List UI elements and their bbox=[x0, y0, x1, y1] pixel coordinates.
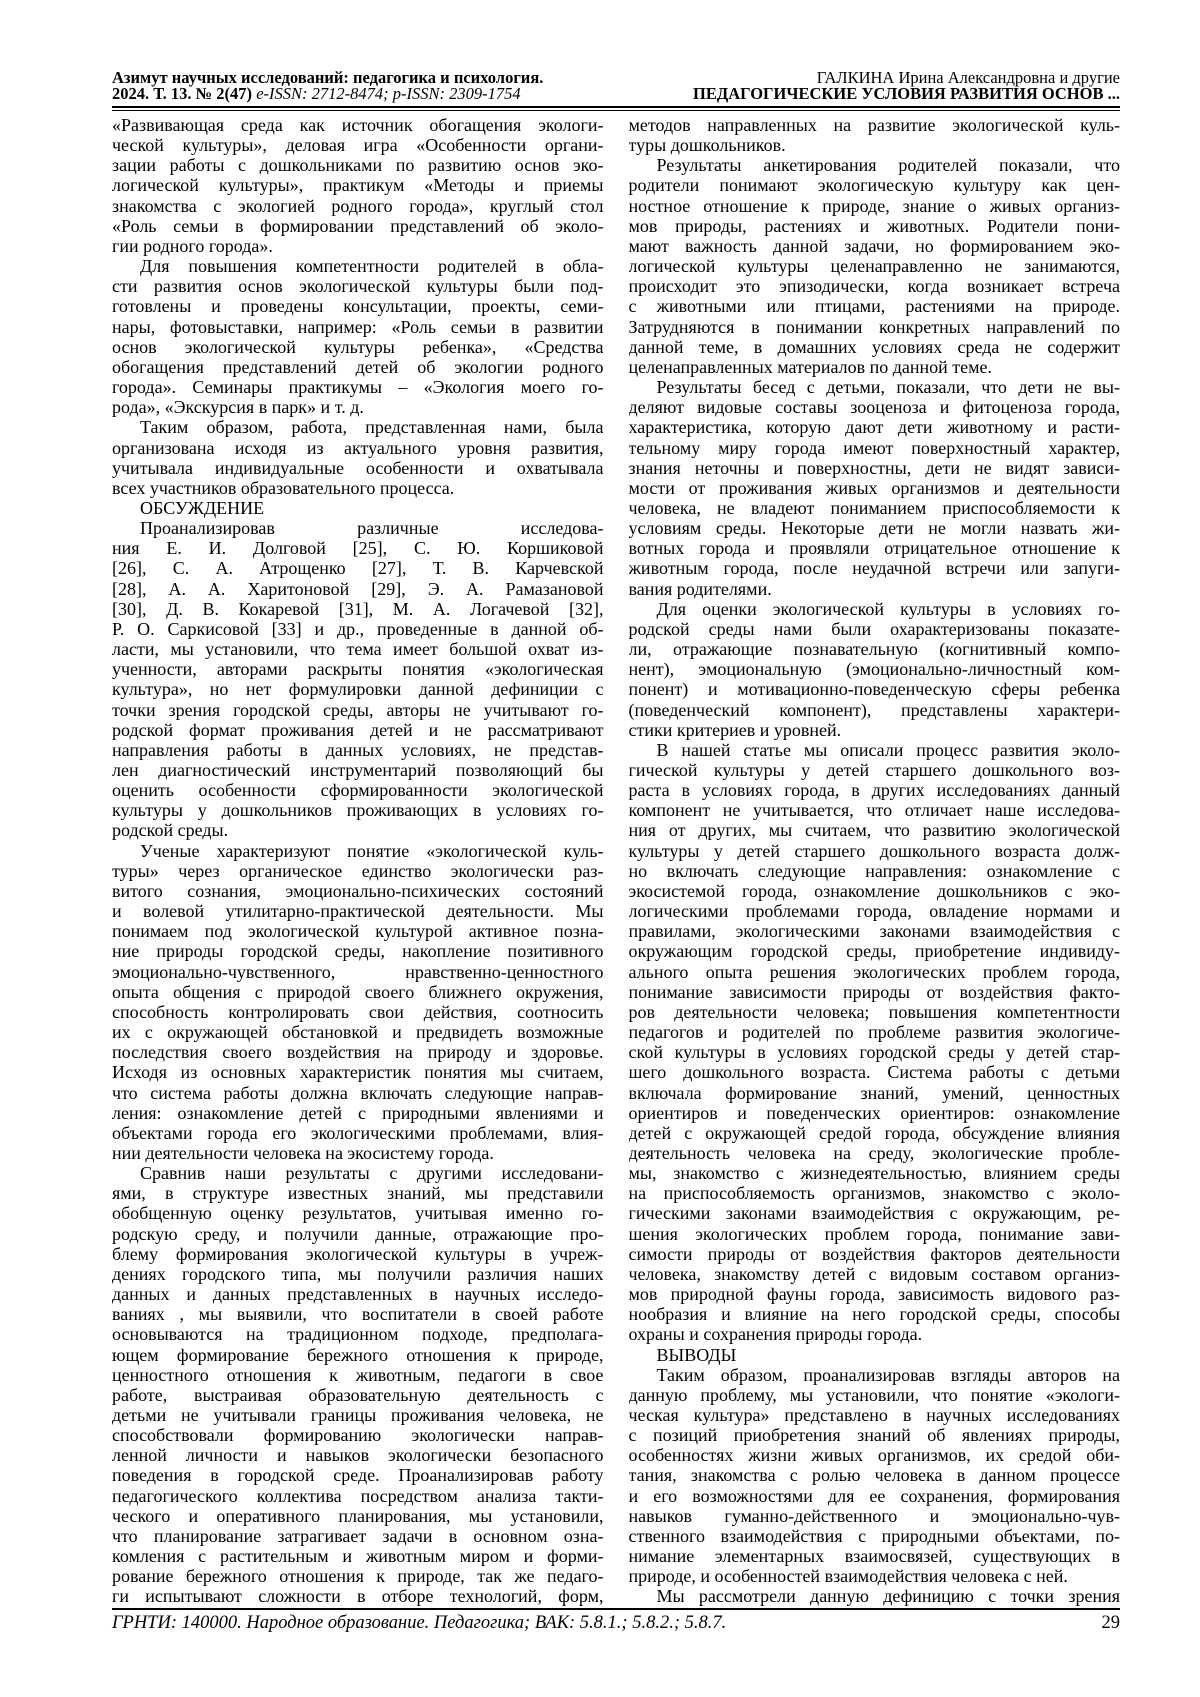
text-line: ориентиров и поведенческих ориентиров: ознакомление bbox=[628, 1102, 1120, 1123]
text-line: условиям среды. Некоторые дети не могли назвать жи- bbox=[628, 518, 1120, 539]
text-line: мают важность данной задачи, но формированием эко- bbox=[628, 235, 1120, 256]
text-line: лен диагностический инструментарий позволяющий бы bbox=[112, 760, 604, 780]
paragraph bbox=[112, 115, 604, 256]
text-line: гическими законами взаимодействия с окружающим, ре- bbox=[628, 1203, 1120, 1224]
text-line: шения экологических проблем города, понимание зави- bbox=[628, 1223, 1120, 1244]
text-line: происходит это эпизодически, когда возникает встреча bbox=[628, 276, 1120, 297]
article-title: ПЕДАГОГИЧЕСКИЕ УСЛОВИЯ РАЗВИТИЯ ОСНОВ ... bbox=[693, 84, 1120, 103]
text-line: природе, и особенностей взаимодействия человека с ней. bbox=[628, 1566, 1068, 1587]
text-line: нимание элементарных взаимосвязей, существующих в bbox=[628, 1546, 1120, 1567]
text-line: раста в условиях города, в других исследованиях данный bbox=[628, 780, 1120, 801]
text-line: Для оценки экологической культуры в условиях го- bbox=[656, 598, 1120, 619]
text-line: туры» через органическое единство экологически раз- bbox=[112, 860, 604, 881]
text-line: ческая культура» представлено в научных исследованиях bbox=[628, 1405, 1120, 1425]
article-authors: ГАЛКИНА Ирина Александровна и другие bbox=[816, 68, 1120, 87]
text-line: комления с растительным и животным миром и форми- bbox=[112, 1546, 604, 1567]
text-line: эмоционально-чувственного, нравственно-ценностного bbox=[112, 961, 604, 982]
text-line: компонент не учитывается, что отличает наше исследова- bbox=[628, 800, 1120, 821]
text-line: ОБСУЖДЕНИЕ bbox=[140, 497, 265, 518]
text-line: мов природы, растениях и животных. Родители пони- bbox=[628, 215, 1120, 236]
page-header bbox=[112, 70, 1120, 102]
text-line: правилами, экологическими законами взаимодействия с bbox=[628, 921, 1120, 942]
text-line: мости от проживания живых организмов и деятельности bbox=[628, 477, 1120, 498]
text-line: окружающим городской среды, приобретение индивиду- bbox=[628, 941, 1120, 962]
text-line: рование бережного отношения к природе, так же педаго- bbox=[112, 1566, 604, 1587]
paragraph bbox=[629, 599, 1121, 740]
text-line: понент) и мотивационно-поведенческую сферы ребенка bbox=[628, 679, 1120, 700]
text-line: особенностях жизни живых организмов, их средой оби- bbox=[628, 1445, 1120, 1466]
text-line: организована исходя из актуального уровня развития, bbox=[112, 437, 604, 458]
text-line: Результаты бесед с детьми, показали, что дети не вы- bbox=[656, 377, 1120, 398]
text-line: логическими проблемами города, овладение нормами и bbox=[628, 901, 1120, 922]
text-line: родскую среду, и получили данные, отражающие про- bbox=[112, 1223, 604, 1244]
text-line: родской формат проживания детей и не рассматривают bbox=[112, 719, 604, 740]
text-line: тельному миру города имеют поверхностный характер, bbox=[628, 437, 1120, 458]
text-line: [30], Д. В. Кокаревой [31], М. А. Логачевой [32], bbox=[112, 598, 604, 619]
text-line: ющем формирование бережного отношения к природе, bbox=[112, 1344, 604, 1365]
text-line: Результаты анкетирования родителей показали, что bbox=[656, 155, 1120, 176]
text-line: с животными или птицами, растениями на природе. bbox=[628, 296, 1120, 317]
text-line: готовлены и проведены консультации, проекты, семи- bbox=[112, 296, 604, 317]
text-line: опыта общения с природой своего ближнего окружения, bbox=[112, 981, 604, 1002]
text-line: Р. О. Саркисовой [33] и др., проведенные в данной об- bbox=[112, 618, 604, 639]
text-line: симости природы от воздействия факторов деятельности bbox=[628, 1243, 1120, 1264]
text-line: мов природной фауны города, зависимость видового раз- bbox=[628, 1284, 1120, 1305]
header-rule bbox=[112, 106, 1120, 111]
text-line: ли, отражающие познавательную (когнитивный компо- bbox=[628, 639, 1120, 660]
text-line: В нашей статье мы описали процесс развития эколо- bbox=[656, 739, 1120, 760]
text-line: данных и данных представленных в научных исследо- bbox=[112, 1284, 604, 1305]
text-line: точки зрения городской среды, авторы не учитывают го- bbox=[112, 699, 604, 720]
paragraph bbox=[629, 1586, 1121, 1606]
text-line: и волевой утилитарно-практической деятельности. Мы bbox=[112, 901, 604, 922]
header-left bbox=[112, 70, 543, 102]
column-right bbox=[629, 115, 1121, 1607]
text-line: тания, знакомства с ролью человека в данном процессе bbox=[628, 1465, 1120, 1486]
text-line: мы, знакомство с жизнедеятельностью, влиянием среды bbox=[628, 1163, 1120, 1184]
paragraph bbox=[629, 115, 1121, 155]
text-line: Мы рассмотрели данную дефиницию с точки зрения bbox=[656, 1586, 1120, 1607]
text-line: направления работы в данных условиях, не представ- bbox=[112, 739, 604, 760]
text-line: характеристика, которую дают дети животному и расти- bbox=[628, 417, 1120, 438]
text-line: поведения в городской среде. Проанализировав работу bbox=[112, 1465, 604, 1486]
text-line: (поведенческий компонент), представлены характери- bbox=[628, 699, 1120, 720]
text-line: ласти, мы установили, что тема имеет большой охват из- bbox=[112, 639, 604, 660]
section-heading bbox=[629, 1345, 1121, 1365]
text-line: «Развивающая среда как источник обогащения экологи- bbox=[112, 115, 604, 135]
header-right bbox=[693, 70, 1120, 102]
text-line: понимаем под экологической культурой активное позна- bbox=[112, 921, 604, 942]
journal-issue-info bbox=[112, 86, 543, 102]
text-line: зации работы с дошкольниками по развитию основ эко- bbox=[112, 155, 604, 176]
text-line: основываются на традиционном подходе, предполага- bbox=[112, 1324, 604, 1345]
text-line: знания неточны и поверхностны, дети не видят зависи- bbox=[628, 457, 1120, 478]
text-line: Таким образом, работа, представленная нами, была bbox=[140, 417, 604, 438]
paragraph bbox=[629, 1365, 1121, 1587]
text-line: охраны и сохранения природы города. bbox=[628, 1324, 923, 1345]
text-line: с позиций приобретения знаний об явлениях природы, bbox=[628, 1425, 1120, 1446]
text-line: ления: ознакомление детей с природными явлениями и bbox=[112, 1102, 604, 1123]
text-line: Таким образом, проанализировав взгляды авторов на bbox=[656, 1364, 1120, 1385]
text-line: и его возможностями для ее сохранения, формирования bbox=[628, 1485, 1120, 1506]
text-line: рода», «Экскурсия в парк» и т. д. bbox=[112, 397, 364, 418]
text-line: данную проблему, мы установили, что понятие «экологи- bbox=[628, 1384, 1120, 1405]
text-line: оценить особенности сформированности экологической bbox=[112, 780, 604, 801]
journal-title: Азимут научных исследований: педагогика и психология. bbox=[112, 68, 544, 87]
text-line: Затрудняются в понимании конкретных направлений по bbox=[628, 316, 1120, 337]
text-line: туры дошкольников. bbox=[628, 135, 786, 156]
text-line: ги испытывают сложности в отборе технологий, форм, bbox=[112, 1586, 604, 1607]
text-line: Ученые характеризуют понятие «экологической куль- bbox=[140, 840, 604, 861]
text-line: ческой культуры», деловая игра «Особенности органи- bbox=[112, 135, 604, 156]
text-line: ностное отношение к природе, знание о живых организ- bbox=[628, 195, 1120, 216]
text-line: детей с окружающей средой города, обсуждение влияния bbox=[628, 1122, 1120, 1143]
text-line: понимание зависимости природы от воздействия факто- bbox=[628, 981, 1120, 1002]
text-line: способствовали формированию экологически направ- bbox=[112, 1425, 604, 1446]
text-line: дениях городского типа, мы получили различия наших bbox=[112, 1263, 604, 1284]
text-line: целенаправленных материалов по данной теме. bbox=[628, 356, 993, 377]
text-line: педагогов и родителей по проблеме развития экологиче- bbox=[628, 1022, 1120, 1043]
text-line: ческого и оперативного планирования, мы установили, bbox=[112, 1505, 604, 1526]
paragraph bbox=[629, 377, 1121, 599]
text-line: способность контролировать свои действия, соотносить bbox=[112, 1001, 604, 1022]
text-line: нообразия и влияние на него городской среды, способы bbox=[628, 1304, 1120, 1325]
text-line: учитывала индивидуальные особенности и охватывала bbox=[112, 457, 604, 478]
text-line: но включать следующие направления: ознакомление с bbox=[628, 860, 1120, 881]
text-line: города». Семинары практикумы – «Экология моего го- bbox=[112, 377, 604, 398]
text-line: Сравнив наши результаты с другими исследовани- bbox=[140, 1163, 604, 1184]
text-line: методов направленных на развитие экологической куль- bbox=[628, 115, 1120, 135]
article-body bbox=[112, 115, 1120, 1607]
text-line: логической культуры», практикум «Методы и приемы bbox=[112, 175, 604, 196]
section-heading bbox=[112, 498, 604, 518]
text-line: работе, выстраивая образовательную деятельность с bbox=[112, 1384, 604, 1405]
text-line: на приспособляемость организмов, знакомство с эколо- bbox=[628, 1183, 1120, 1204]
page-footer bbox=[112, 1612, 1120, 1634]
text-line: объектами города его экологическими проблемами, влия- bbox=[112, 1122, 604, 1143]
text-line: Проанализировав различные исследова- bbox=[140, 518, 604, 539]
text-line: родской среды. bbox=[112, 820, 229, 841]
paragraph bbox=[112, 1163, 604, 1606]
paragraph bbox=[112, 256, 604, 417]
text-line: ваниях , мы выявили, что воспитатели в своей работе bbox=[112, 1304, 604, 1325]
text-line: родители понимают экологическую культуру как цен- bbox=[628, 175, 1120, 196]
text-line: деятельность человека на среду, экологические пробле- bbox=[628, 1142, 1120, 1163]
text-line: ВЫВОДЫ bbox=[656, 1344, 737, 1365]
column-left bbox=[112, 115, 604, 1607]
text-line: культуры у дошкольников проживающих в условиях го- bbox=[112, 800, 604, 821]
footer-rule bbox=[112, 1608, 1120, 1610]
text-line: ственного взаимодействия с природными объектами, по- bbox=[628, 1525, 1120, 1546]
text-line: культура», но нет формулировки данной дефиниции с bbox=[112, 679, 604, 700]
text-line: «Роль семьи в формировании представлений об эколо- bbox=[112, 215, 604, 236]
issue-volume: 2024. Т. 13. № 2(47) bbox=[112, 84, 253, 103]
text-line: что система работы должна включать следующие направ- bbox=[112, 1082, 604, 1103]
text-line: ния Е. И. Долговой [25], С. Ю. Коршиковой bbox=[112, 538, 604, 559]
text-line: детьми не учитывали границы проживания человека, не bbox=[112, 1405, 604, 1425]
text-line: гии родного города». bbox=[112, 235, 273, 256]
text-line: нары, фотовыставки, например: «Роль семьи в развитии bbox=[112, 316, 604, 337]
text-line: блему формирования экологической культуры в учреж- bbox=[112, 1243, 604, 1264]
text-line: гической культуры у детей старшего дошкольного воз- bbox=[628, 760, 1120, 780]
text-line: [26], С. А. Атрощенко [27], Т. В. Карчевской bbox=[112, 558, 604, 579]
text-line: экосистемой города, ознакомление дошкольников с эко- bbox=[628, 880, 1120, 901]
text-line: родской среды нами были охарактеризованы показате- bbox=[628, 618, 1120, 639]
text-line: ценностного отношения к животным, педагоги в свое bbox=[112, 1364, 604, 1385]
text-line: стики критериев и уровней. bbox=[628, 719, 842, 740]
text-line: нент), эмоциональную (эмоционально-личностный ком- bbox=[628, 659, 1120, 680]
issue-issn: e-ISSN: 2712-8474; p-ISSN: 2309-1754 bbox=[256, 84, 521, 103]
text-line: сти развития основ экологической культуры были под- bbox=[112, 276, 604, 297]
text-line: знакомства с экологией родного города», круглый стол bbox=[112, 195, 604, 216]
paragraph bbox=[629, 740, 1121, 1345]
text-line: животным города, после неудачной встречи или запуги- bbox=[628, 558, 1120, 579]
text-line: последствия своего воздействия на природу и здоровье. bbox=[112, 1042, 604, 1063]
paragraph bbox=[112, 417, 604, 498]
text-line: обобщенную оценку результатов, учитывая именно го- bbox=[112, 1203, 604, 1224]
text-line: Исходя из основных характеристик понятия мы считаем, bbox=[112, 1062, 604, 1083]
text-line: логической культуры целенаправленно не занимаются, bbox=[628, 256, 1120, 277]
text-line: ями, в структуре известных знаний, мы представили bbox=[112, 1183, 604, 1204]
text-line: педагогического коллектива посредством анализа такти- bbox=[112, 1485, 604, 1506]
paragraph bbox=[629, 155, 1121, 377]
text-line: Для повышения компетентности родителей в обла- bbox=[140, 256, 604, 277]
text-line: навыков гуманно-действенного и эмоционально-чув- bbox=[628, 1505, 1120, 1526]
text-line: ров деятельности человека; повышения компетентности bbox=[628, 1001, 1120, 1022]
text-line: витого сознания, эмоционально-психических состояний bbox=[112, 880, 604, 901]
text-line: ние природы городской среды, накопление позитивного bbox=[112, 941, 604, 962]
text-line: их с окружающей обстановкой и предвидеть возможные bbox=[112, 1022, 604, 1043]
text-line: [28], А. А. Харитоновой [29], Э. А. Рамазановой bbox=[112, 578, 604, 599]
text-line: ального опыта решения экологических проблем города, bbox=[628, 961, 1120, 982]
text-line: ленной личности и навыков экологически безопасного bbox=[112, 1445, 604, 1466]
footer-classification: ГРНТИ: 140000. Народное образование. Педагогика; ВАК: 5.8.1.; 5.8.2.; 5.8.7. bbox=[112, 1613, 727, 1633]
text-line: культуры у детей старшего дошкольного возраста долж- bbox=[628, 840, 1120, 861]
paragraph bbox=[112, 518, 604, 841]
text-line: ния от других, мы считаем, что развитию экологической bbox=[628, 820, 1120, 841]
text-line: ученности, авторами раскрыты понятия «экологическая bbox=[112, 659, 604, 680]
text-line: что планирование затрагивает задачи в основном озна- bbox=[112, 1525, 604, 1546]
text-line: вания родителями. bbox=[628, 578, 772, 599]
text-line: вотных города и проявляли отрицательное отношение к bbox=[628, 538, 1120, 559]
text-line: данной теме, в домашних условиях среда не содержит bbox=[628, 336, 1120, 357]
text-line: человека, не владеют пониманием приспособляемости к bbox=[628, 497, 1120, 518]
text-line: человека, знакомству детей с видовым составом организ- bbox=[628, 1263, 1120, 1284]
text-line: шего дошкольного возраста. Система работы с детьми bbox=[628, 1062, 1120, 1083]
text-line: основ экологической культуры ребенка», «Средства bbox=[112, 336, 604, 357]
text-line: включала формирование знаний, умений, ценностных bbox=[628, 1082, 1120, 1103]
paragraph bbox=[112, 841, 604, 1164]
text-line: всех участников образовательного процесса. bbox=[112, 477, 455, 498]
page-number: 29 bbox=[1101, 1613, 1120, 1633]
text-line: обогащения представлений детей об экологии родного bbox=[112, 356, 604, 377]
text-line: деляют видовые составы зооценоза и фитоценоза города, bbox=[628, 397, 1120, 418]
text-line: нии деятельности человека на экосистему города. bbox=[112, 1142, 494, 1163]
text-line: ской культуры в условиях городской среды у детей стар- bbox=[628, 1042, 1120, 1063]
